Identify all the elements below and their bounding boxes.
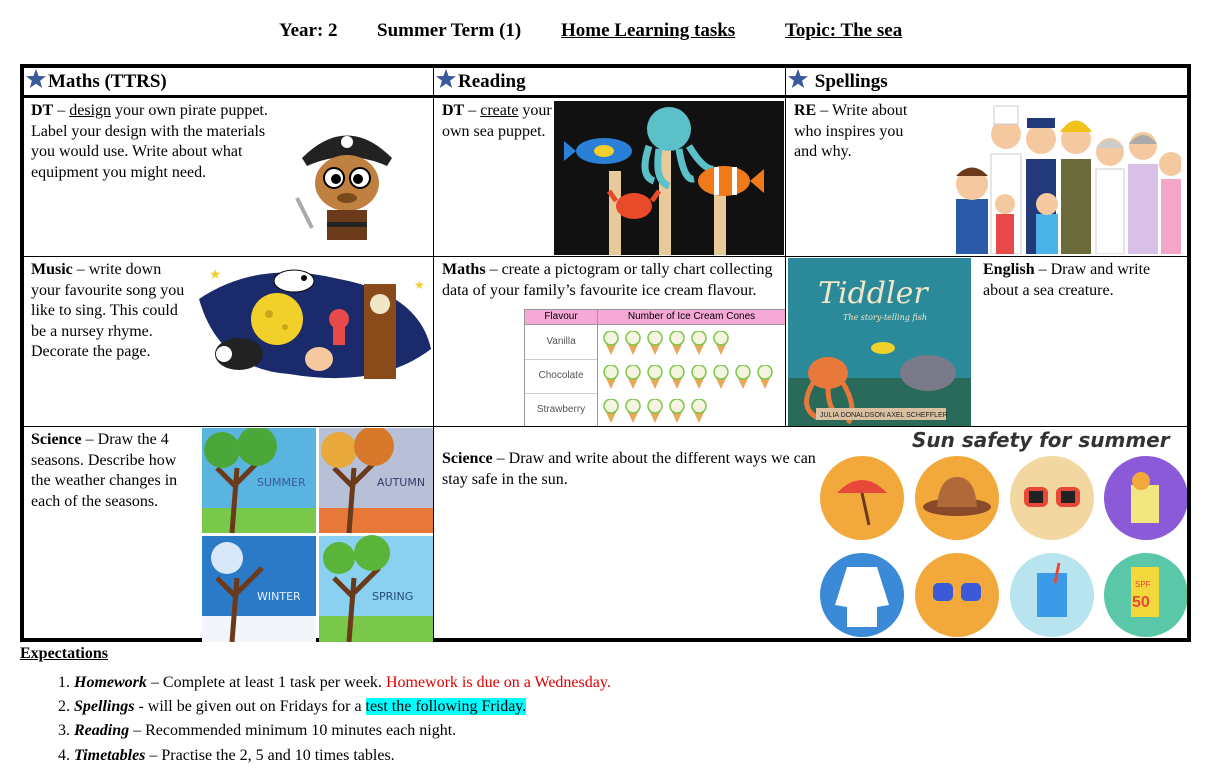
expectations-list [48,671,611,768]
glasses-icon [915,553,999,637]
cell-science-seasons [24,427,434,642]
cell-science-sun [434,427,1187,642]
pictogram-cones-1 [601,365,777,389]
expectations-heading: Expectations [20,645,108,662]
svg-text:★: ★ [414,278,425,292]
page-title [0,20,1207,46]
header-maths [24,68,434,98]
people-image [936,104,1181,254]
header-maths-label: Maths (TTRS) [48,71,167,92]
book-title: Tiddler [818,276,928,311]
pictogram [524,309,786,427]
re-text: RE – Write about who inspires you and why. [794,102,908,161]
season-autumn: AUTUMN [377,476,426,489]
cell-maths [434,257,786,427]
header-spellings-label: Spellings [814,71,888,92]
pictogram-col-cones: Number of Ice Cream Cones [598,310,785,325]
cell-dt-pirate [24,98,434,257]
title-topic: Topic: The sea [785,20,903,41]
expectation-item: 1. Homework – Complete at least 1 task per week. Homework is due on a Wednesday. [74,671,611,695]
science-seasons-text: Science – Draw the 4 seasons. Describe how the weather changes in each of the seasons. [31,431,178,510]
ice-cream-icon [601,365,621,389]
ice-cream-icon [711,365,731,389]
pictogram-flavour-2: Strawberry [525,393,598,427]
expectation-item: 4. Timetables – Practise the 2, 5 and 10 times tables. [74,744,611,768]
english-text: English – Draw and write about a sea creature. [983,261,1151,299]
sunglasses-icon [1010,456,1094,540]
ice-cream-icon [623,365,643,389]
book-authors: JULIA DONALDSON AXEL SCHEFFLER [820,412,948,419]
dt-sea-text: DT – create your own sea puppet. [442,102,552,140]
nursery-rhyme-image [199,259,431,389]
ice-cream-icon [645,399,665,423]
ice-cream-icon [689,399,709,423]
cell-dt-sea [434,98,786,257]
title-term: Summer Term (1) [377,20,522,41]
ice-cream-icon [689,331,709,355]
sun-safety-title: Sun safety for summer [912,428,1170,452]
pirate-image [292,118,402,248]
pictogram-flavour-1: Chocolate [525,359,598,394]
cell-re [786,98,1187,257]
star-icon [788,69,808,89]
ice-cream-icon [667,399,687,423]
ice-cream-icon [733,365,753,389]
ice-cream-icon [623,399,643,423]
spf-label: SPF [1135,580,1151,589]
ice-cream-icon [623,331,643,355]
title-year: Year: 2 [279,20,338,41]
season-spring: SPRING [372,590,414,603]
season-summer: SUMMER [257,476,306,489]
ice-cream-icon [645,331,665,355]
expectation-item: 2. Spellings - will be given out on Fridays for a test the following Friday. [74,695,611,719]
seasons-image [202,428,434,642]
ice-cream-icon [667,331,687,355]
pictogram-cones-0 [601,331,733,355]
star-icon [26,69,46,89]
star-icon [436,69,456,89]
book-subtitle: The story-telling fish [843,313,927,322]
ice-cream-icon [667,365,687,389]
spf-value: 50 [1132,594,1150,611]
dt-pirate-text: DT – design your own pirate puppet. Label your design with the materials you would use. Write about what equipment you might need. [31,102,268,181]
pictogram-cones-2 [601,399,711,423]
cell-english [786,257,1187,427]
season-winter: WINTER [257,590,301,603]
expectation-item: 3. Reading – Recommended minimum 10 minutes each night. [74,719,611,743]
sea-puppets-image [554,101,784,255]
ice-cream-icon [601,331,621,355]
ice-cream-icon [601,399,621,423]
header-reading-label: Reading [458,71,526,92]
science-sun-text: Science – Draw and write about the different ways we can stay safe in the sun. [442,450,816,488]
sun-safety-image [819,455,1187,640]
header-reading [434,68,786,98]
ice-cream-icon [711,331,731,355]
header-spellings [786,68,1187,98]
svg-text:★: ★ [209,268,222,283]
pictogram-flavour-0: Vanilla [525,325,598,360]
tiddler-book-image [788,258,971,426]
maths-text: Maths – create a pictogram or tally chart collecting data of your family’s favourite ice cream flavour. [442,261,773,299]
task-grid [20,64,1191,642]
ice-cream-icon [689,365,709,389]
pictogram-col-flavour: Flavour [525,310,598,325]
cell-music [24,257,434,427]
ice-cream-icon [645,365,665,389]
title-tasks: Home Learning tasks [561,20,736,41]
ice-cream-icon [755,365,775,389]
music-text: Music – write down your favourite song you like to sing. This could be a nursey rhyme. Decorate the page. [31,261,185,361]
